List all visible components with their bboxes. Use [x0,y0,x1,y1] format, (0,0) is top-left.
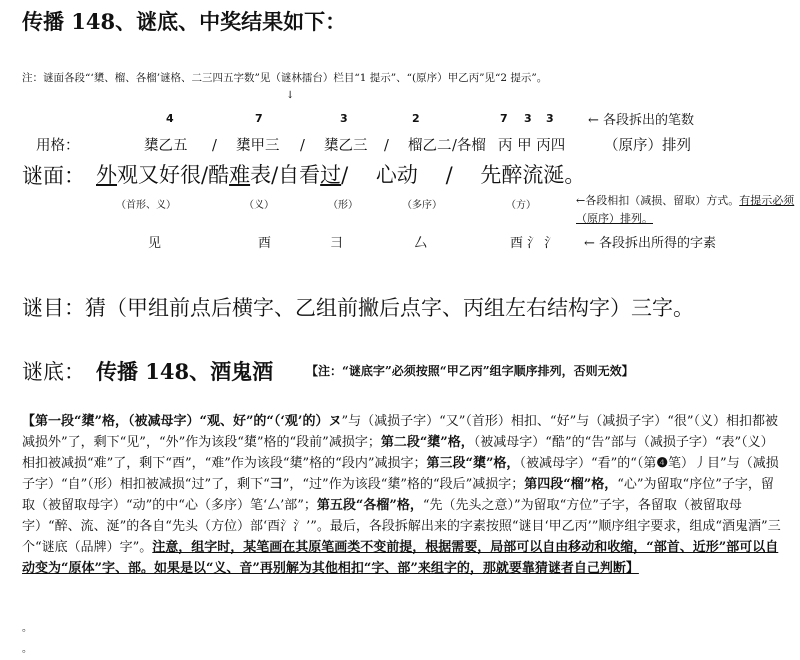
midi-note: 【注：“谜底字”必须按照“甲乙丙”组字顺序排列，否则无效】 [306,364,634,378]
stroke-count-note: ← 各段拆出的笔数 [588,113,695,128]
radical-char: 厶 [414,236,428,251]
annotation-note-underlined: 有提示必须（原序）排列。 [576,194,795,225]
yongge-label: 用格： [36,138,80,154]
para-span: 笔）丿目”与（减损子字）“自”（形）相扣被减损“过”了，剩下“ [22,456,779,492]
note-line: 注：谜面各段“‘橥、榴、各榴’谜格、二三四五字数”见（谜林擂台）栏目“1 提示”、“(原序）甲乙丙”见“2 提示”。 [22,72,548,84]
segment-annotation: （多序） [402,200,442,211]
yongge-part: / 橥甲三 [212,138,280,154]
mian-underlined-char: 过 [320,163,342,187]
para-span: 第五段“各榴”格， [316,498,423,513]
mian-underlined-char: 难 [229,163,251,187]
trailing-dot: 。 [22,644,32,655]
segment-annotation: （形） [328,200,358,211]
radical-char: 酉 [258,236,272,251]
yongge-part: 丙 甲 丙四 [498,138,566,154]
midi-value: 传播 148、酒鬼酒 [96,359,274,384]
stroke-count: 7 [500,112,508,125]
para-span: 第二段“橥”格， [380,435,474,450]
radical-char: ⺕ [330,236,344,251]
down-arrow-icon: ↓ [286,90,295,101]
para-span: 第三段“橥”格， [426,456,520,471]
mimu-line: 谜目：猜（甲组前点后横字、乙组前撇后点字、丙组左右结构字）三字。 [22,296,694,320]
stroke-count: 4 [166,112,174,125]
mianmian-text [96,159,585,189]
para-span: ❹ [656,456,669,471]
para-span-emphasis: 注意，组字时，某笔画在其原笔画类不变前提，根据需要，局部可以自由移动和收缩，“部首、近形”部可以自动变为“原体”字、部。如果是以“义、音”再别解为其他相扣“字、部”来组字的，那就要靠猜谜者自己判断】 [22,540,779,576]
para-span: “心”为留取“序位”子字，留取（被留取母字）“动”的中“心（多序）笔‘厶’部”； [22,477,774,513]
mianmian-label: 谜面： [22,164,85,188]
para-span: 【第一段“ [22,414,82,429]
yongge-part: 橥乙五 [144,138,188,154]
segment-annotation: （方） [506,200,536,211]
mian-segment: / 心动 / 先醉流涎。 [341,163,586,187]
yongge-part: （原序）排列 [604,138,691,154]
radical-char: 见 [148,236,162,251]
explanation-paragraph [22,411,782,579]
mian-underlined-char: 外 [96,163,117,187]
yongge-part: / 榴乙二 [384,138,452,154]
stroke-count: 3 [340,112,348,125]
midi-label: 谜底： [22,360,85,384]
segment-annotation: （首形、义） [116,200,176,211]
para-span: ⺕ [269,477,283,492]
para-span: ”格，（被减母字）“观、好”的“（‘观’的） [94,414,329,429]
para-span: 第四段“榴”格， [524,477,618,492]
para-span: ”，“过”作为该段“橥”格的“段后”减损字； [282,477,525,492]
trailing-dot: 。 [22,623,32,634]
stroke-count: 7 [255,112,263,125]
para-span: 橥 [81,414,95,429]
para-span: “先（先头之意）”为留取“方位”子字，各留取（被留取母字）“醉、流、涎”的各自“先头（方位）部‘酉氵氵’”。最后，各段拆解出来的字素按照“谜目‘甲乙丙’”顺序组字要求，组成“酒鬼酒”三个“谜底（品牌）字”。 [22,498,781,555]
annotation-note-main: ←各段相扣（减损、留取）方式。 [576,194,740,207]
para-span: ヌ [328,414,342,429]
segment-annotation: （义） [244,200,274,211]
stroke-count: 3 [524,112,532,125]
para-span: （被减母字）“看”的“（第 [519,456,657,471]
stroke-count: 2 [412,112,420,125]
annotation-note [576,192,798,228]
radical-note: ← 各段拆出所得的字素 [584,236,717,251]
stroke-count: 3 [546,112,554,125]
radical-char: 酉 氵 氵 [510,236,558,251]
yongge-part: /各榴 [452,138,486,154]
para-span: ”与（减损子字）“又”（首形）相扣、“好”与（减损子字）“很”（义）相扣都被减损外”了，剩下“见”，“外”作为该段“橥”格的“段前”减损字； [22,414,779,450]
para-span: （被减母字）“酷”的“告”部与（减损子字）“表”（义）相扣被减损“难”了，剩下“酉”，“难”作为该段“橥”格的“段内”减损字； [22,435,774,471]
mian-segment: 观又好很/酷 [117,163,230,187]
yongge-part: / 橥乙三 [300,138,368,154]
page-title: 传播 148、谜底、中奖结果如下： [22,9,347,34]
mian-segment: 表/自看 [250,163,321,187]
